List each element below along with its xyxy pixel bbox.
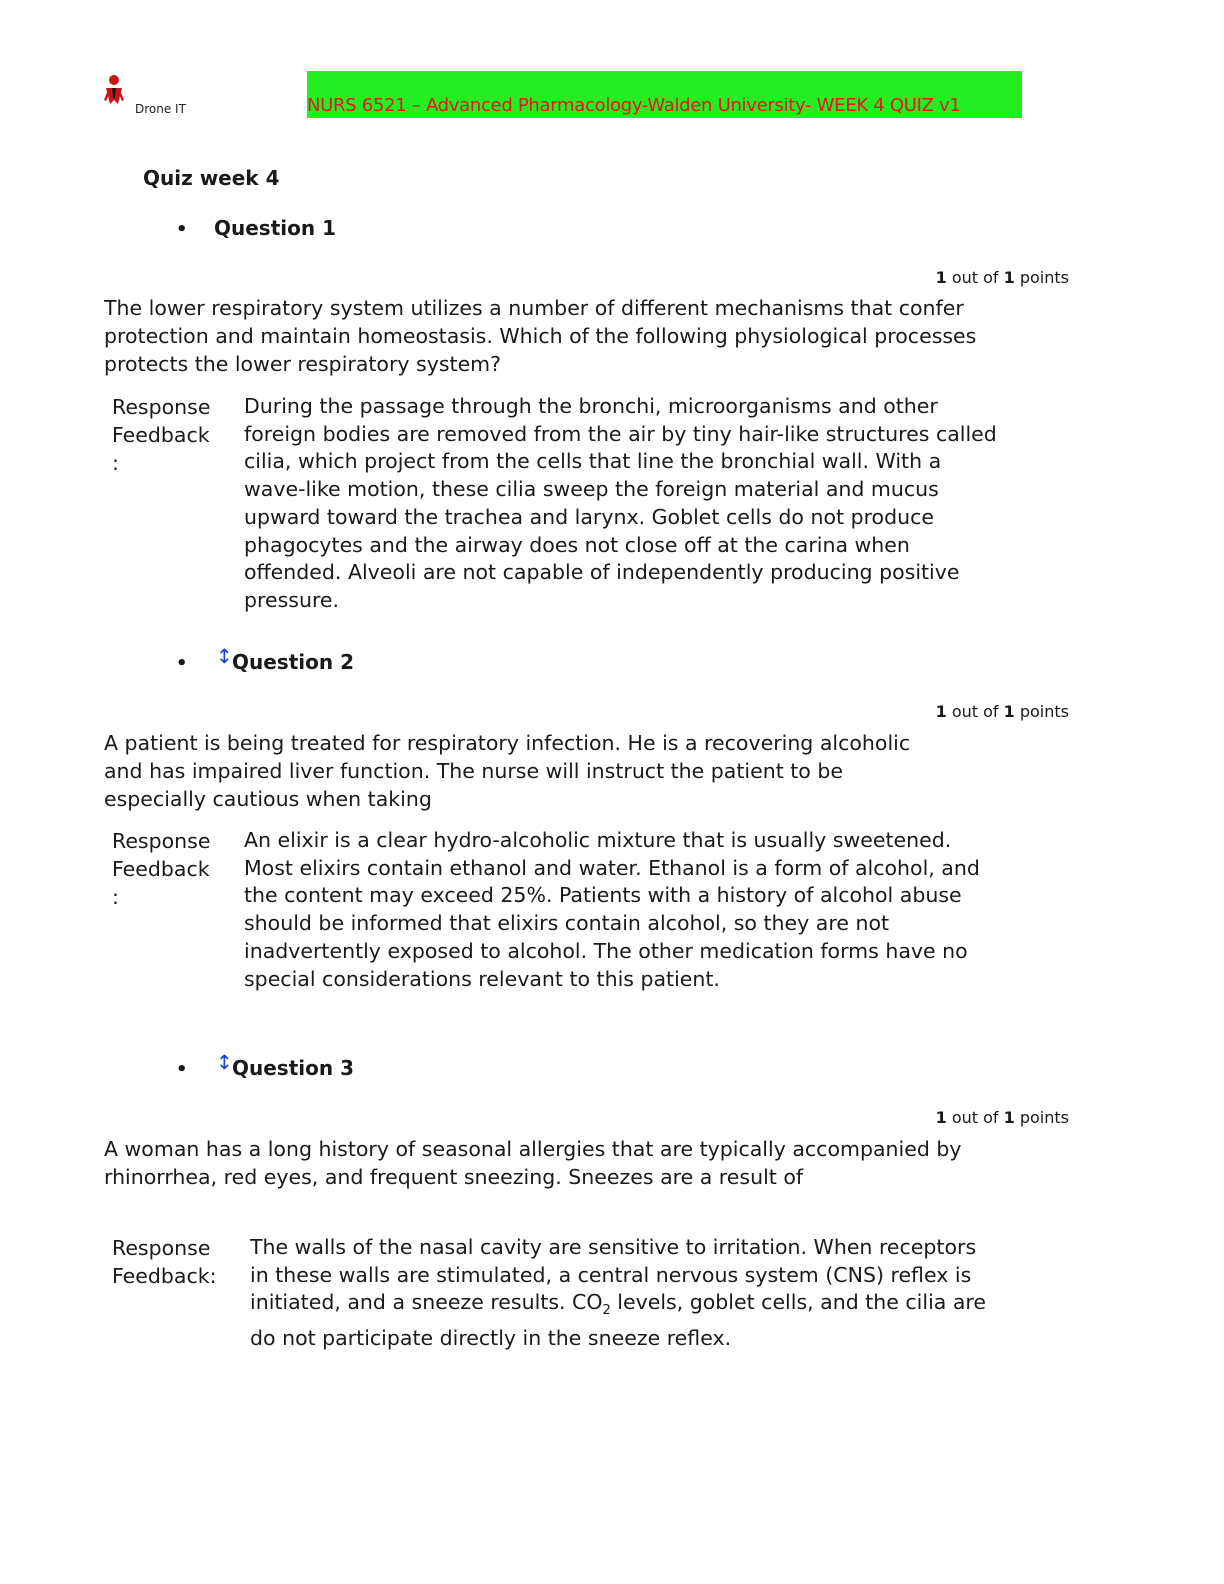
question-3-feedback-label: Response Feedback: <box>112 1236 217 1288</box>
quiz-title: Quiz week 4 <box>143 166 280 190</box>
question-3-title: Question 3 <box>232 1056 354 1080</box>
question-1-feedback: During the passage through the bronchi, microorganisms and other foreign bodies are removed from the air by tiny hair-like structures called cilia, which project from the cells that line the bronchial wall. With a wave-like motion, these cilia sweep the foreign material and mucus upward toward the trachea and larynx. Goblet cells do not produce phagocytes and the airway does not close off at the carina when offended. Alveoli are not capable of independently producing positive pressure. <box>244 394 997 612</box>
question-3-text: A woman has a long history of seasonal allergies that are typically accompanied by rhinorrhea, red eyes, and frequent sneezing. Sneezes are a result of <box>104 1137 962 1189</box>
bullet-icon: • <box>176 1059 188 1080</box>
question-3-feedback: The walls of the nasal cavity are sensitive to irritation. When receptors in these walls are stimulated, a central nervous system (CNS) reflex is initiated, and a sneeze results. $CO_2$ levels, goblet cells, and the cilia are do not participate directly in the sneeze reflex. <box>250 1235 986 1351</box>
question-1-text: The lower respiratory system utilizes a number of different mechanisms that confer protection and maintain homeostasis. Which of the following physiological processes protects the lower respiratory system? <box>104 296 977 376</box>
question-2-feedback: An elixir is a clear hydro-alcoholic mixture that is usually sweetened. Most elixirs contain ethanol and water. Ethanol is a form of alcohol, and the content may exceed 25%. Patients with a history of alcohol abuse should be informed that elixirs contain alcohol, so they are not inadvertently exposed to alcohol. The other medication forms have no special considerations relevant to this patient. <box>244 828 980 991</box>
question-2-title: Question 2 <box>232 650 354 674</box>
question-1-points: 1 out of 1 points <box>935 268 1069 287</box>
question-1-feedback-label: Response Feedback : <box>112 395 211 475</box>
brand-name: Drone IT <box>135 102 186 116</box>
question-1-title: Question 1 <box>214 216 336 240</box>
question-3-heading <box>176 1050 354 1080</box>
bullet-icon: • <box>176 653 188 674</box>
question-2-text: A patient is being treated for respiratory infection. He is a recovering alcoholic and has impaired liver function. The nurse will instruct the patient to be especially cautious when taking <box>104 731 911 811</box>
question-2-points: 1 out of 1 points <box>935 702 1069 721</box>
bullet-icon: • <box>176 219 188 240</box>
sort-arrows-icon[interactable]: ↕ <box>216 1050 233 1074</box>
question-3-points: 1 out of 1 points <box>935 1108 1069 1127</box>
question-1-heading <box>176 216 336 240</box>
question-2-feedback-label: Response Feedback : <box>112 829 211 909</box>
header-banner: NURS 6521 – Advanced Pharmacology-Walden University- WEEK 4 QUIZ v1 <box>307 71 1022 118</box>
drone-it-logo <box>100 74 128 114</box>
sort-arrows-icon[interactable]: ↕ <box>216 644 233 668</box>
question-2-heading <box>176 644 354 674</box>
